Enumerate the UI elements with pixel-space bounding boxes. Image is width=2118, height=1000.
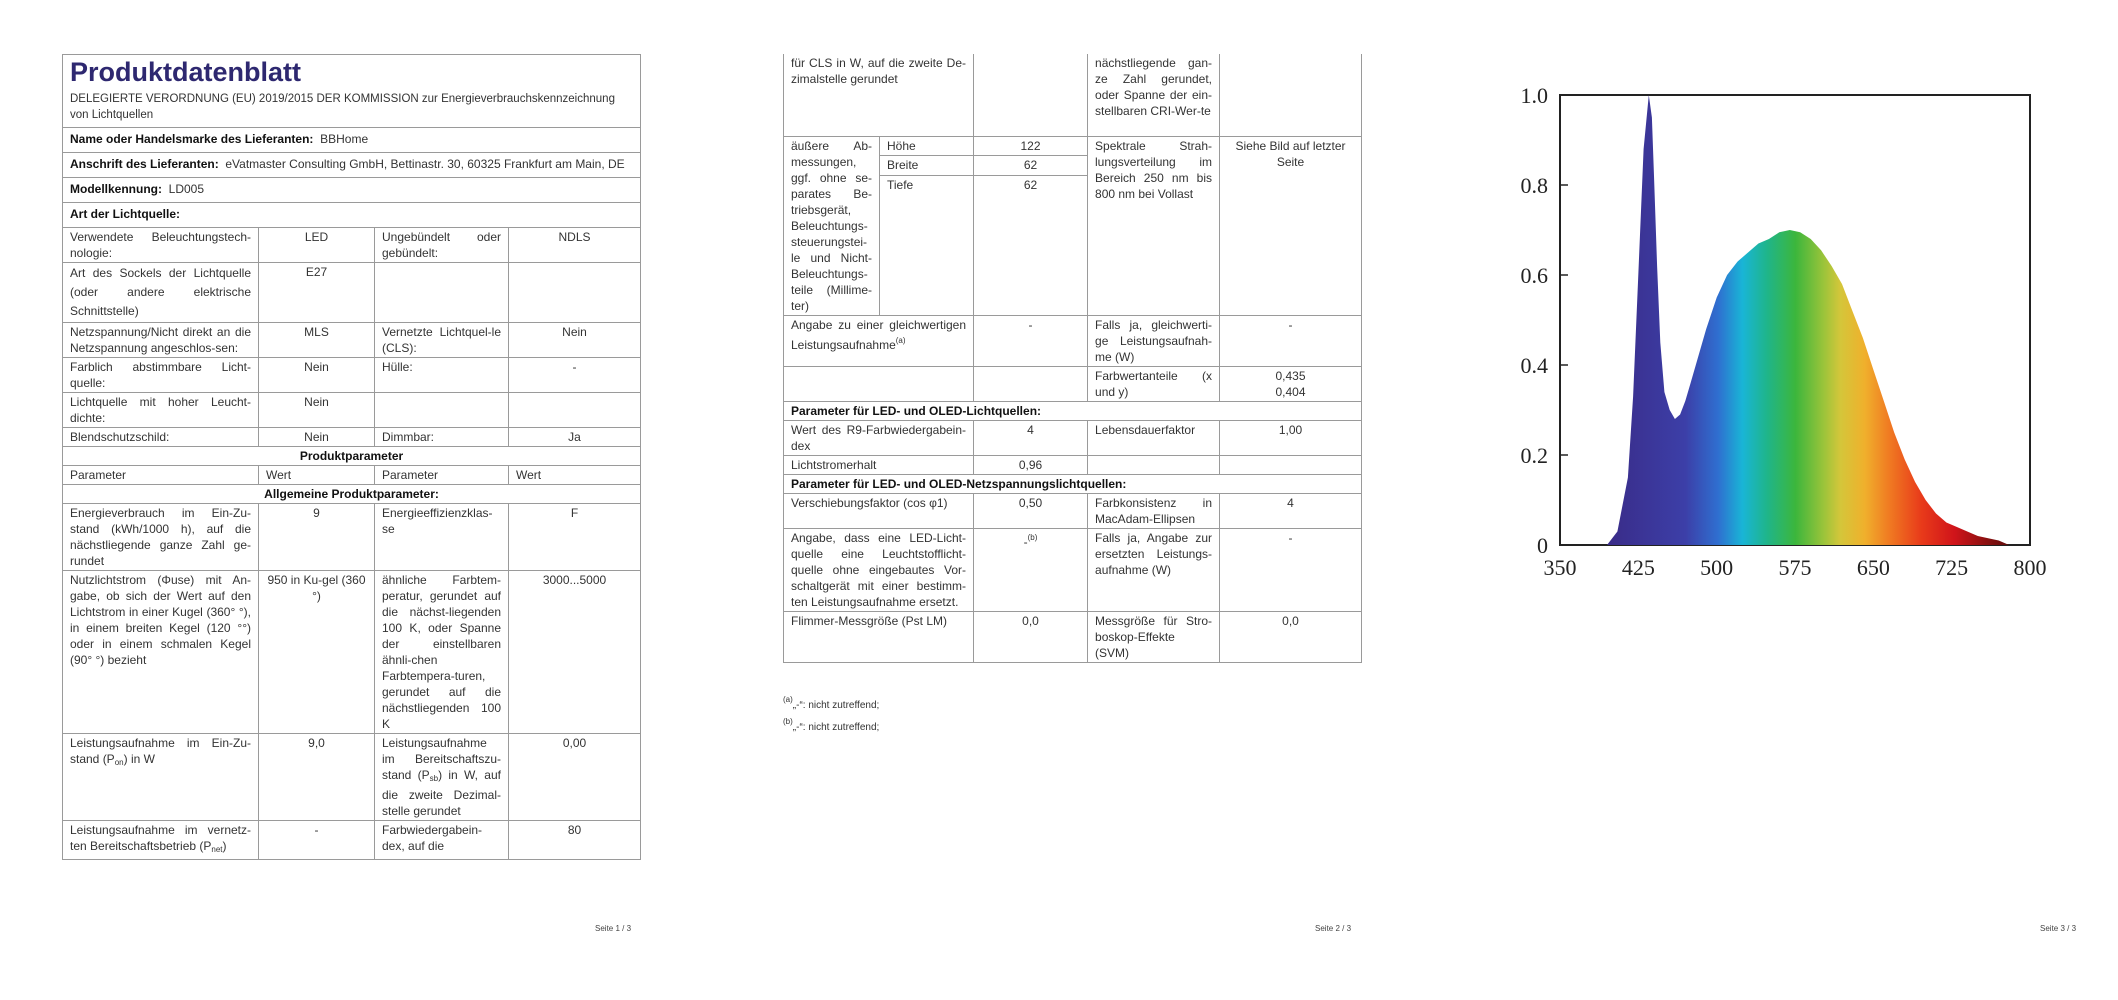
envelope-value: - [509, 358, 641, 393]
cct-label: ähnliche Farbtem-peratur, gerundet auf die nächst-liegenden 100 K, oder Spanne der einstellbaren ähnli-chen Farbtempera-turen, gerundet auf die nächstliegenden 100 K [375, 571, 509, 734]
page-1-table-wrap [62, 54, 642, 934]
y-tick-label: 0.8 [1520, 173, 1548, 198]
tech-label: Verwendete Beleuchtungstech-nologie: [63, 228, 259, 263]
model-label: Modellkennung: [70, 182, 162, 196]
params-heading: Produktparameter [63, 447, 641, 466]
chart-plot-area [1607, 95, 2009, 545]
r9-label: Wert des R9-Farbwiedergabein-dex [784, 421, 974, 456]
chromaticity-label: Farbwertanteile (x und y) [1088, 367, 1220, 402]
page-2-table-wrap [783, 54, 1363, 694]
y-tick-label: 0.4 [1520, 353, 1548, 378]
col-header-param-2: Parameter [375, 466, 509, 485]
col-header-param-1: Parameter [63, 466, 259, 485]
x-tick-label: 650 [1856, 555, 1890, 580]
address-label: Anschrift des Lieferanten: [70, 157, 219, 171]
general-heading: Allgemeine Produktparameter: [63, 485, 641, 504]
envelope-label: Hülle: [375, 358, 509, 393]
shift-value: 0,50 [974, 494, 1088, 529]
flux-value: 950 in Ku-gel (360 °) [259, 571, 375, 734]
x-tick-label: 800 [2013, 555, 2047, 580]
page-footer: Seite 1 / 3 [595, 924, 632, 933]
bundled-value: NDLS [509, 228, 641, 263]
glare-value: Nein [259, 428, 375, 447]
replacement-value: -$^{(b)}$ [974, 529, 1088, 612]
page-1 [0, 0, 720, 1000]
replacement-label: Angabe, dass eine LED-Licht-quelle eine Leuchtstofflicht-quelle ohne eingebautes Vor-schaltgerät mit einer bestimm-ten Leistungsaufnahme ersetzt. [784, 529, 974, 612]
product-data-table-continued [783, 54, 1362, 663]
dimmable-value: Ja [509, 428, 641, 447]
dimmable-label: Dimmbar: [375, 428, 509, 447]
footnote-b: $^{(b)}$„-“: nicht zutreffend; [783, 717, 880, 733]
depth-label: Tiefe [880, 175, 974, 315]
high-luminance-label: Lichtquelle mit hoher Leucht-dichte: [63, 393, 259, 428]
cri-label: Farbwiedergabein-dex, auf die [375, 821, 509, 860]
spectrum-area [1607, 95, 2009, 545]
stroboscopic-label: Messgröße für Stro-boskop-Effekte (SVM) [1088, 612, 1220, 663]
energy-value: 9 [259, 504, 375, 571]
maintenance-value: 0,96 [974, 456, 1088, 475]
x-tick-label: 350 [1543, 555, 1577, 580]
pnet-value: - [259, 821, 375, 860]
footnote-a: $^{(a)}$„-“: nicht zutreffend; [783, 695, 880, 711]
flux-label: Nutzlichtstrom (Φuse) mit An-gabe, ob sich der Wert auf den Lichtstrom in einer Kugel (360° °), in einem breiten Kegel (120 °°) oder in einem schmalen Kegel (90° °) bezieht [63, 571, 259, 734]
y-tick-label: 0.2 [1520, 443, 1548, 468]
page-3 [1440, 0, 2118, 1000]
psb-value: 0,00 [509, 734, 641, 821]
continued-right-label: nächstliegende gan-ze Zahl gerundet, oder Spanne der ein-stellbaren CRI-Wer-te [1088, 54, 1220, 137]
stroboscopic-value: 0,0 [1220, 612, 1362, 663]
y-tick-label: 1.0 [1520, 83, 1548, 108]
page-title: Produktdatenblatt [70, 57, 302, 87]
lifetime-label: Lebensdauerfaktor [1088, 421, 1220, 456]
high-luminance-value: Nein [259, 393, 375, 428]
cri-value: 80 [509, 821, 641, 860]
lifetime-value: 1,00 [1220, 421, 1362, 456]
x-tick-label: 425 [1621, 555, 1655, 580]
glare-label: Blendschutzschild: [63, 428, 259, 447]
page-2 [720, 0, 1440, 1000]
pon-value: 9,0 [259, 734, 375, 821]
led-heading: Parameter für LED- und OLED-Lichtquellen: [784, 402, 1362, 421]
if-yes-replacement-value: - [1220, 529, 1362, 612]
col-header-value-2: Wert [509, 466, 641, 485]
cls-label: Vernetzte Lichtquel-le (CLS): [375, 323, 509, 358]
x-tick-label: 725 [1935, 555, 1969, 580]
eclass-value: F [509, 504, 641, 571]
width-label: Breite [880, 156, 974, 175]
page-footer: Seite 2 / 3 [1315, 924, 1352, 933]
col-header-value-1: Wert [259, 466, 375, 485]
continued-left-label: für CLS in W, auf die zweite De-zimalstelle gerundet [784, 54, 974, 137]
width-value: 62 [974, 156, 1088, 175]
height-value: 122 [974, 137, 1088, 156]
spectrum-value: Siehe Bild auf letzter Seite [1220, 137, 1362, 316]
product-data-table [62, 54, 641, 860]
shift-label: Verschiebungsfaktor (cos φ1) [784, 494, 974, 529]
flicker-value: 0,0 [974, 612, 1088, 663]
tunable-value: Nein [259, 358, 375, 393]
r9-value: 4 [974, 421, 1088, 456]
type-heading: Art der Lichtquelle: [63, 203, 641, 228]
tunable-label: Farblich abstimmbare Licht-quelle: [63, 358, 259, 393]
eclass-label: Energieeffizienzklas-se [375, 504, 509, 571]
mains-label: Netzspannung/Nicht direkt an die Netzspannung angeschlos-sen: [63, 323, 259, 358]
mains-value: MLS [259, 323, 375, 358]
consistency-value: 4 [1220, 494, 1362, 529]
spectral-distribution-chart [1440, 0, 2118, 620]
tech-value: LED [259, 228, 375, 263]
x-tick-label: 500 [1700, 555, 1734, 580]
maintenance-label: Lichtstromerhalt [784, 456, 974, 475]
energy-label: Energieverbrauch im Ein-Zu-stand (kWh/1000 h), auf die nächstliegende ganze Zahl ge-rundet [63, 504, 259, 571]
address-value: eVatmaster Consulting GmbH, Bettinastr. 30, 60325 Frankfurt am Main, DE [225, 157, 625, 171]
supplier-value: BBHome [320, 132, 369, 146]
mains-heading: Parameter für LED- und OLED-Netzspannungslichtquellen: [784, 475, 1362, 494]
bundled-label: Ungebündelt oder gebündelt: [375, 228, 509, 263]
equivalent-power-value: - [974, 316, 1088, 367]
if-yes-replacement-label: Falls ja, Angabe zur ersetzten Leistungs-aufnahme (W) [1088, 529, 1220, 612]
page-footer: Seite 3 / 3 [2040, 924, 2077, 933]
equivalent-power-label: Angabe zu einer gleichwertigen Leistungsaufnahme$^{(a)}$ [784, 316, 974, 367]
y-tick-label: 0.6 [1520, 263, 1548, 288]
regulation-text: DELEGIERTE VERORDNUNG (EU) 2019/2015 DER KOMMISSION zur Energieverbrauchskennzeichnung von Lichtquellen [70, 93, 615, 121]
height-label: Höhe [880, 137, 974, 156]
socket-label: Art des Sockels der Lichtquelle (oder andere elektrische Schnittstelle) [63, 263, 259, 323]
cct-value: 3000...5000 [509, 571, 641, 734]
supplier-label: Name oder Handelsmarke des Lieferanten: [70, 132, 314, 146]
footnotes [783, 692, 879, 736]
if-yes-label: Falls ja, gleichwerti-ge Leistungsaufnah-me (W) [1088, 316, 1220, 367]
x-tick-label: 575 [1778, 555, 1812, 580]
dimensions-label: äußere Ab-messungen, ggf. ohne se-parates Be-triebsgerät, Beleuchtungs-steuerungstei-le und Nicht-Beleuchtungs-teile (Millime-ter) [784, 137, 880, 316]
pnet-label: Leistungsaufnahme im vernetz-ten Bereitschaftsbetrieb $(P_{net})$ [63, 821, 259, 860]
depth-value: 62 [974, 175, 1088, 315]
chromaticity-value: 0,435 0,404 [1220, 367, 1362, 402]
psb-label: Leistungsaufnahme im Bereitschaftszu-stand $(P_{sb})$ in W, auf die zweite Dezimal-stelle gerundet [375, 734, 509, 821]
if-yes-value: - [1220, 316, 1362, 367]
flicker-label: Flimmer-Messgröße (Pst LM) [784, 612, 974, 663]
cls-value: Nein [509, 323, 641, 358]
model-value: LD005 [168, 182, 205, 196]
socket-value: E27 [259, 263, 375, 323]
consistency-label: Farbkonsistenz in MacAdam-Ellipsen [1088, 494, 1220, 529]
spectrum-label: Spektrale Strah-lungsverteilung im Bereich 250 nm bis 800 nm bei Vollast [1088, 137, 1220, 316]
y-tick-label: 0 [1537, 533, 1548, 558]
pon-label: Leistungsaufnahme im Ein-Zu-stand $(P_{on})$ in W [63, 734, 259, 821]
